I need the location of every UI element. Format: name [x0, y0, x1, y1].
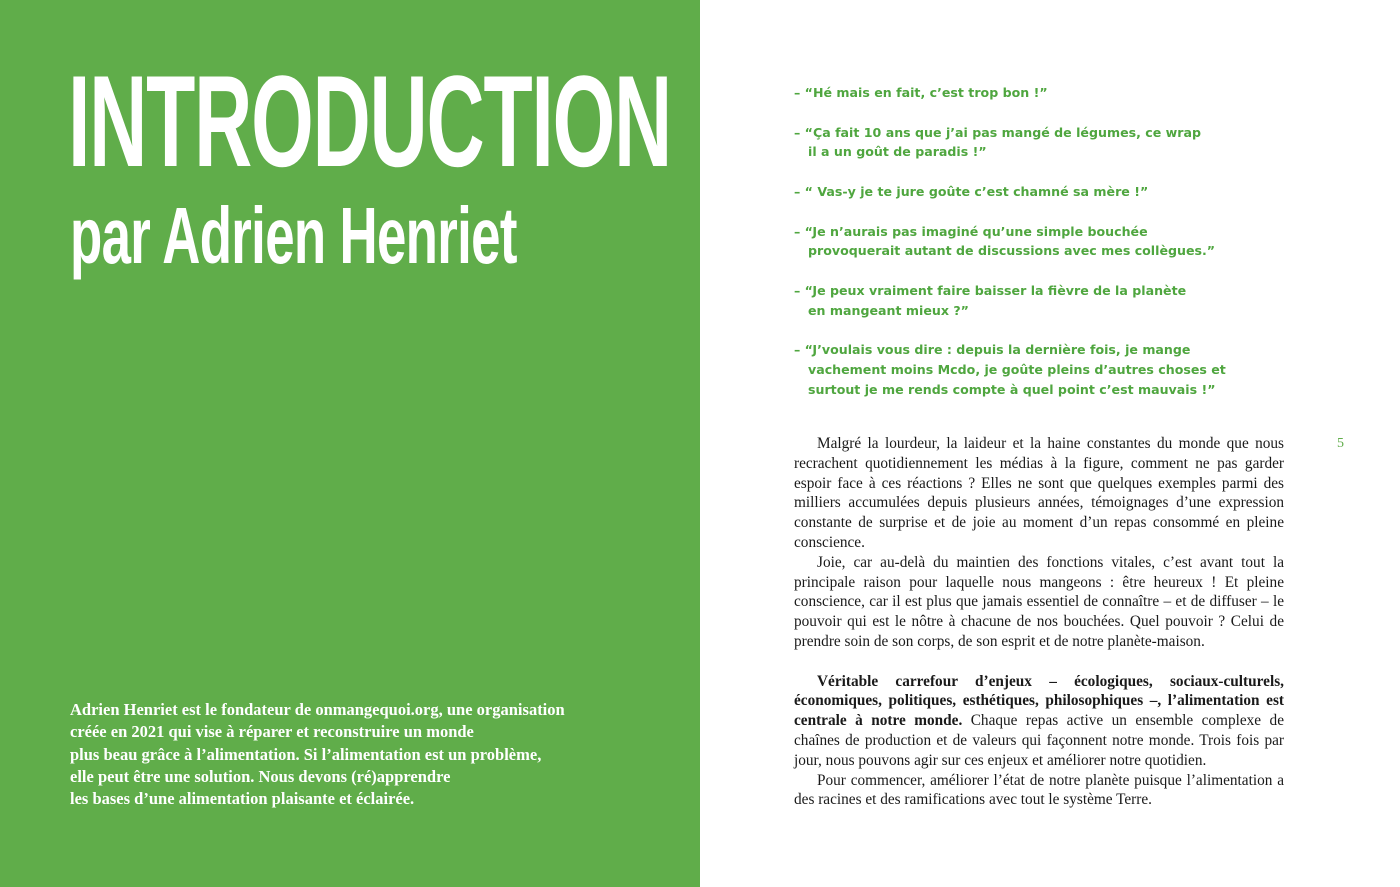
- bio-line: elle peut être une solution. Nous devons (ré)apprendre: [70, 766, 451, 786]
- quote-line: en mangeant mieux ?”: [808, 302, 969, 318]
- quote-item: [794, 182, 1314, 202]
- quote-list: [794, 83, 1314, 420]
- quote-item: [794, 281, 1314, 321]
- quote-line: – “Je peux vraiment faire baisser la fièvre de la planète: [794, 282, 1187, 298]
- quote-item: [794, 222, 1314, 262]
- body-text: [794, 434, 1284, 810]
- bio-line: plus beau grâce à l’alimentation. Si l’alimentation est un problème,: [70, 744, 542, 764]
- page-number: 5: [1337, 436, 1344, 451]
- bio-line: les bases d’une alimentation plaisante et éclairée.: [70, 789, 415, 809]
- quote-item: [794, 340, 1314, 399]
- quote-line: – “ Vas-y je te jure goûte c’est chamné sa mère !”: [794, 183, 1149, 199]
- quote-line: – “J’voulais vous dire : depuis la dernière fois, je mange: [794, 342, 1191, 358]
- page-title: INTRODUCTION: [68, 48, 672, 194]
- paragraph: [794, 672, 1284, 771]
- quote-line: – “Je n’aurais pas imaginé qu’une simple bouchée: [794, 223, 1148, 239]
- quote-line: – “Hé mais en fait, c’est trop bon !”: [794, 85, 1048, 100]
- quote-line: provoquerait autant de discussions avec mes collègues.”: [808, 243, 1216, 259]
- quote-line: surtout je me rends compte à quel point c’est mauvais !”: [808, 381, 1216, 397]
- bio-line: créée en 2021 qui vise à réparer et reconstruire un monde: [70, 722, 474, 742]
- quote-line: vachement moins Mcdo, je goûte pleins d’autres choses et: [808, 362, 1226, 378]
- quote-item: [794, 123, 1314, 163]
- quote-item: [794, 83, 1314, 103]
- paragraph-emphasis: Véritable carrefour d’enjeux – écologiques, sociaux-culturels, économiques, politiques, esthétiques, philosophiques –, l’alimentation est centrale à notre monde.: [794, 672, 1284, 730]
- paragraph: Pour commencer, améliorer l’état de notre planète puisque l’alimentation a des racines et des ramifications avec tout le système Terre.: [794, 771, 1284, 809]
- paragraph-text: Chaque repas active un ensemble complexe de chaînes de production et de valeurs qui façonnent notre monde. Trois fois par jour, nous pouvons agir sur ces enjeux et améliorer notre quotidien.: [794, 712, 1284, 769]
- bio-line: Adrien Henriet est le fondateur de onmangequoi.org, une organisation: [70, 700, 565, 719]
- quote-line: il a un goût de paradis !”: [808, 144, 987, 160]
- page-subtitle: par Adrien Henriet: [70, 191, 517, 280]
- paragraph: Joie, car au-delà du maintien des fonctions vitales, c’est avant tout la principale raison pour laquelle nous mangeons : être heureux ! Et pleine conscience, car il est plus que jamais essentiel de connaître – et de diffuser – le pouvoir qui est le nôtre à chacune de nos bouchées. Quel pouvoir ? Celui de prendre soin de son corps, de son esprit et de notre planète-maison.: [794, 553, 1284, 650]
- paragraph: Malgré la lourdeur, la laideur et la haine constantes du monde que nous recrachent quotidiennement les médias à la figure, comment ne pas garder espoir face à ces réactions ? Elles ne sont que quelques exemples parmi des milliers accumulées depuis plusieurs années, témoignages d’une expression constante de surprise et de joie au moment d’un repas consommé en pleine conscience.: [794, 435, 1284, 551]
- quote-line: – “Ça fait 10 ans que j’ai pas mangé de légumes, ce wrap: [794, 124, 1202, 140]
- author-bio: [70, 699, 630, 810]
